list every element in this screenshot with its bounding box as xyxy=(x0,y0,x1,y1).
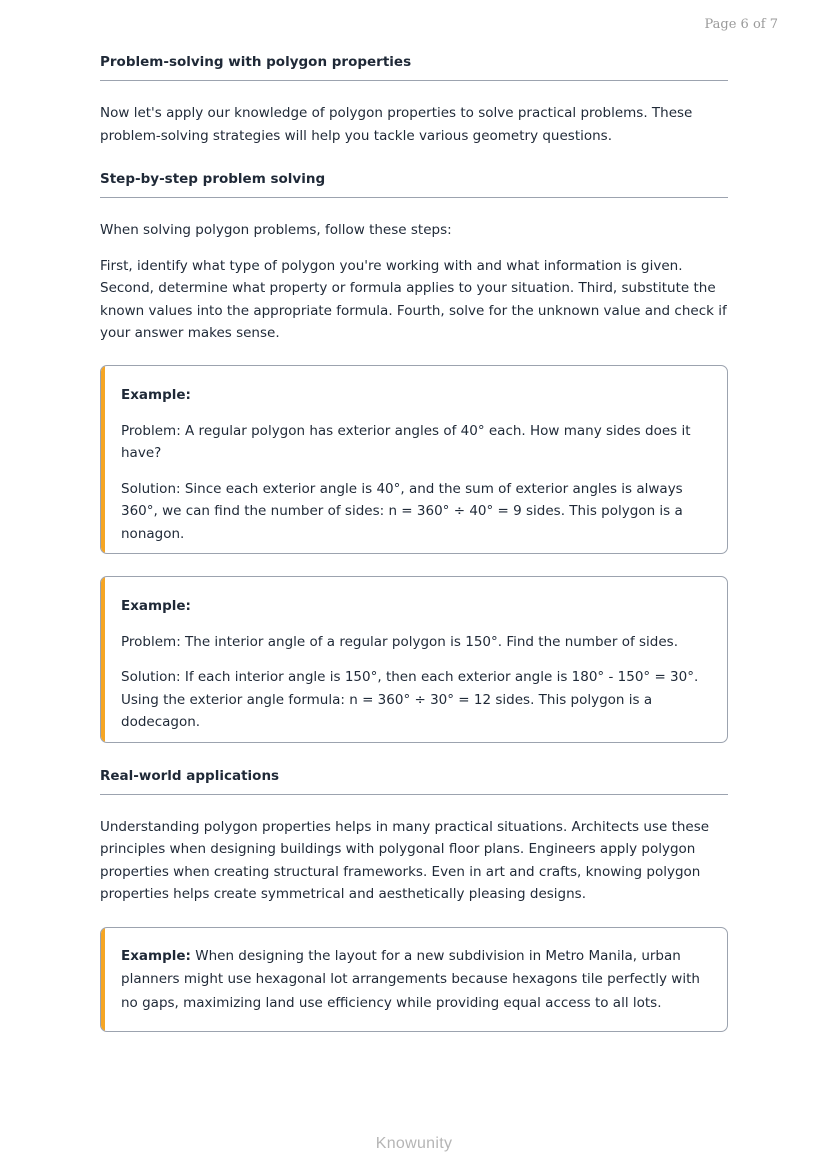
example-real-world-text xyxy=(121,945,711,1016)
example-label: Example: xyxy=(121,947,191,964)
section-heading-real-world: Real-world applications xyxy=(100,766,728,795)
example-box-interior-angle xyxy=(100,576,728,743)
example-box-exterior-angles xyxy=(100,365,728,554)
steps-lead-paragraph: When solving polygon problems, follow these steps: xyxy=(100,222,452,238)
example-body: When designing the layout for a new subdivision in Metro Manila, urban planners might use hexagonal lot arrangements because hexagons tile perfectly with no gaps, maximizing land use efficiency while providing equal access to all lots. xyxy=(121,947,700,1011)
example-solution: Solution: Since each exterior angle is 40°, and the sum of exterior angles is always 360°, we can find the number of sides: n = 360° ÷ 40° = 9 sides. This polygon is a nonagon. xyxy=(121,480,683,542)
example-solution: Solution: If each interior angle is 150°, then each exterior angle is 180° - 150° = 30°. Using the exterior angle formula: n = 360° ÷ 30° = 12 sides. This polygon is a dodecagon. xyxy=(121,669,699,730)
section-heading-problem-solving: Problem-solving with polygon properties xyxy=(100,52,728,81)
page-number: Page 6 of 7 xyxy=(704,17,778,32)
example-problem: Problem: The interior angle of a regular polygon is 150°. Find the number of sides. xyxy=(121,633,678,650)
example-problem: Problem: A regular polygon has exterior angles of 40° each. How many sides does it have? xyxy=(121,422,691,461)
example-label: Example: xyxy=(121,386,191,403)
intro-paragraph: Now let's apply our knowledge of polygon properties to solve practical problems. These problem-solving strategies will help you tackle various geometry questions. xyxy=(100,105,693,144)
example-label: Example: xyxy=(121,597,191,614)
real-world-paragraph: Understanding polygon properties helps in many practical situations. Architects use these principles when designing buildings with polygonal floor plans. Engineers apply polygon properties when creating structural frameworks. Even in art and crafts, knowing polygon properties helps create symmetrical and aesthetically pleasing designs. xyxy=(100,818,710,902)
steps-paragraph: First, identify what type of polygon you're working with and what information is given. Second, determine what property or formula applies to your situation. Third, substitute the known values into the appropriate formula. Fourth, solve for the unknown value and check if your answer makes sense. xyxy=(100,257,727,341)
example-box-real-world xyxy=(100,927,728,1032)
page-content xyxy=(100,52,728,1032)
section-heading-step-by-step: Step-by-step problem solving xyxy=(100,169,728,198)
footer-brand: Knowunity xyxy=(375,1135,453,1152)
